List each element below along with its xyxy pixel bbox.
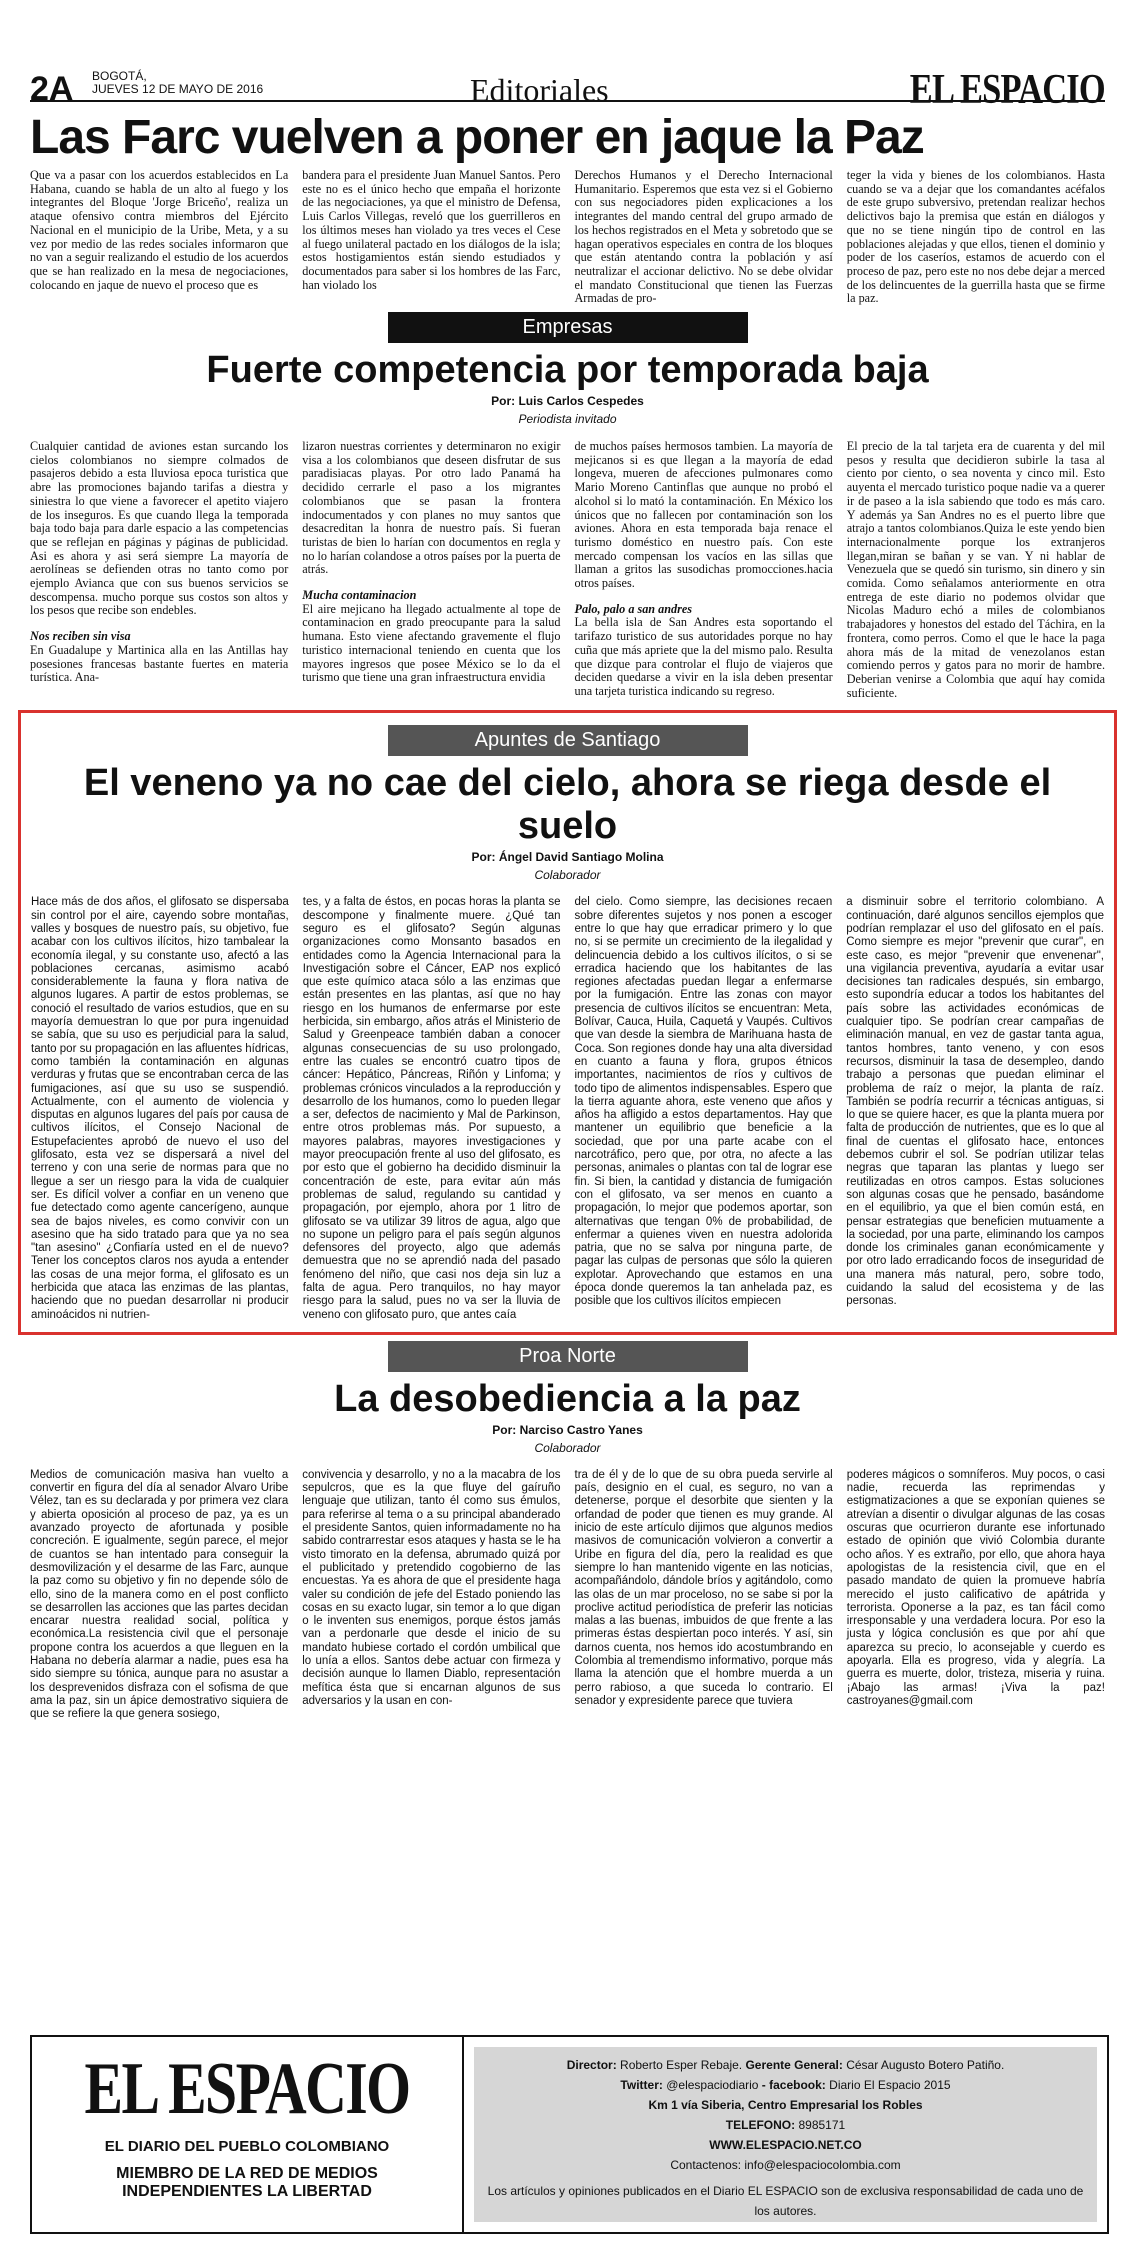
director-name: Roberto Esper Rebaje. <box>620 2058 743 2072</box>
page-number: 2A <box>30 70 74 108</box>
santiago-column-1: Hace más de dos años, el glifosato se dispersaba sin control por el aire, cayendo sobre montañas, valles y bosques de nuestro país, su objetivo, fue acabar con los cultivos ilícitos, hizo tambalear la economía ilegal, y su constante uso, afectó a las poblaciones cercanas, asimismo acabó considerablemente la fauna y flora nativa de algunos lugares. A partir de estos problemas, se conoció el resultado de varios estudios, que en su mayoría demuestran lo que por pura ingenuidad se sabía, que su uso es perjudicial para la salud, tanto por su propagación en las afluentes hídricas, como también la contaminación en algunas verduras y frutas que se encontraban cerca de las fumigaciones, así que su uso se suspendió. Actualmente, con el aumento de violencia y disputas en algunos lugares del país por causa de cultivos ilícitos, el Consejo Nacional de Estupefacientes aprobó de nuevo el uso del glifosato, esta vez se dispersará a nivel del terreno y con una serie de normas para que no llegue a ser un riesgo para la vida de cualquier ser. Es difícil volver a confiar en un veneno que fue detectado como agente cancerígeno, aunque sea de bajos niveles, es como convivir con un asesino que ha sido tratado para que ya no sea "tan asesino" ¿Confiaría usted en el de nuevo? Tener los conceptos claros nos ayuda a entender las cosas de una mejor forma, el glifosato es un herbicida que ataca las enzimas de las plantas, haciendo que no puedan desarrollar ni producir aminoácidos ni nutrien- <box>31 896 289 1321</box>
paragraph: de muchos países hermosos tambien. La mayoría de mejicanos si es que llegan a la mayoría de edad longeva, mueren de afecciones pulmonares como Mario Moreno Cantinflas que aunque no probó el alcohol si lo mató la contaminación. En México los únicos que no fallecen por contaminación son los aviones. Ahora en esta temporada baja renace el turismo doméstico en nuestro país. Con este mercado compensan los vacíos en las sillas que llaman a gritos las susodichas promocciones.hacia otros países. <box>574 439 833 591</box>
editorial-article <box>30 110 1105 306</box>
proa-column-1: Medios de comunicación masiva han vuelto a convertir en figura del día al senador Alvaro Uribe Vélez, tan es su declarada y por primera vez clara y abierta oposición al proceso de paz, ya es un avanzado proyecto de afortunada y posible concreción. E igualmente, según parece, el mejor de cuantos se han intentado para conseguir la desmovilización y el desarme de las Farc, aunque la paz como su objetivo y fin no depende sólo de ello, sino de la manera como en el post conflicto se desarrollen las acciones que las partes decidan encarar nuestra realidad social, política y económica.La resistencia civil que el personaje propone contra los acuerdos a que lleguen en la Habana no debería alarmar a nadie, pues esa ha sido siempre su tónica, aunque para no asustar a los desprevenidos disfraza con el sofisma de que ama la paz, sin un ápice demostrativo siquiera de que se refiere la que genera sosiego, <box>30 1468 289 1721</box>
proa-role: Colaborador <box>534 1440 601 1455</box>
subheading: Palo, palo a san andres <box>574 601 692 616</box>
dateline <box>92 70 263 96</box>
twitter-handle[interactable]: @elespaciodiario <box>666 2078 759 2092</box>
empresas-column-2 <box>302 440 560 700</box>
santiago-column-2: tes, y a falta de éstos, en pocas horas la planta se descompone y finalmente muere. ¿Qué tan seguro es el glifosato? Según algunas organizaciones como Monsanto basados en entidades como la Agencia Internacional para la Investigación sobre el Cáncer, EAP nos explicó que este químico ataca sólo a las enzimas que están presentes en las plantas, así que no hay riesgo en los humanos de enfermarse por este herbicida, sin embargo, años atrás el Ministerio de Salud y Greenpeace también daban a conocer algunas consecuencias de su uso prolongado, entre las cuales se encontró cuatro tipos de cáncer: Hepático, Páncreas, Riñón y Linfoma; y problemas crónicos vinculados a la reproducción y desarrollo de los humanos, como lo pueden llegar a ser, defectos de nacimiento y Mal de Parkinson, entre otros problemas más. Por supuesto, a mayores palabras, mayores investigaciones y mayor preocupación frente al uso del glifosato, es por esto que el gobierno ha decidido disminuir la concentración de este, para evitar aún más problemas de salud, regulando su cantidad y propagación, por ejemplo, ahora por 1 litro de glifosato se va utilizar 39 litros de agua, algo que no supone un peligro para el país según algunos defensores del proyecto, algo que además demuestra que no se aprendió nada del pasado fenómeno del niño, que casi nos deja sin luz a falta de agua. Pero tranquilos, no hay mayor riesgo para la salud, pues no va ser la lluvia de veneno con glifosato puro, que antes caía <box>302 896 561 1321</box>
editorial-column-3: Derechos Humanos y el Derecho Internacional Humanitario. Esperemos que esta vez si el Gobierno con sus negociadores piden explicaciones a los integrantes del mando central del grupo armado de los hechos registrados en el Meta y sobretodo que se hagan operativos especiales en contra de los bloques que están atentando contra la población y así neutralizar el accionar delictivo. No se debe olvidar el mandato Constitucional que tienen las Fuerzas Armadas de pro- <box>574 168 833 306</box>
section-band-santiago: Apuntes de Santiago <box>388 725 748 756</box>
footer-credits <box>474 2047 1097 2222</box>
twitter-label: Twitter: <box>620 2078 663 2092</box>
section-title: Editoriales <box>470 72 609 108</box>
section-band-proa: Proa Norte <box>388 1341 748 1372</box>
empresas-column-4 <box>847 440 1105 700</box>
footer-branding <box>32 2037 464 2232</box>
manager-name: César Augusto Botero Patiño. <box>846 2058 1005 2072</box>
city: BOGOTÁ, <box>92 69 147 83</box>
empresas-headline: Fuerte competencia por temporada baja <box>206 349 929 392</box>
membership-line-2: INDEPENDIENTES LA LIBERTAD <box>122 2183 372 2200</box>
santiago-column-4: a disminuir sobre el territorio colombiano. A continuación, daré algunos sencillos ejemplos que podrían remplazar el uso del glifosato en el país. Como siempre es mejor "prevenir que curar", en este caso, es mejor "prevenir que envenenar", una vigilancia preventiva, ayudaría a evitar usar decisiones tan radicales después, sin embargo, esto supondría educar a todos los habitantes del país sobre las actividades económicas de cualquier tipo. Se podrían crear campañas de eliminación manual, en vez de gastar tanta agua, tantos hombres, tanto veneno, y con esos recursos, disminuir la tasa de desempleo, dando trabajo a personas que puedan eliminar el problema de raíz o mejor, la planta de raíz. También se podría recurrir a técnicas antiguas, si lo que se quiere hacer, es que la planta muera por falta de producción de nutrientes, que es lo que al final de cuentas el glifosato hace, entonces debemos cubrir el sol. Se podrían utilizar telas negras que taparan las plantas y luego ser reutilizadas en otros campos. Estas soluciones son algunas cosas que he pensado, basándome en el equilibrio, ya que el bien común está, en pensar estrategias que beneficien mutuamente a la sociedad, por una parte, eliminando los campos donde los criminales ganan económicamente y por otro lado erradicando focos de inseguridad de una manera más natural, pero, sobre todo, cuidando la salud del ecosistema y de las personas. <box>846 896 1104 1308</box>
footer-logo: EL ESPACIO <box>84 2048 410 2130</box>
empresas-columns <box>30 440 1105 700</box>
footer-membership <box>32 2165 462 2201</box>
santiago-article <box>18 710 1117 1335</box>
editorial-headline: Las Farc vuelven a poner en jaque la Paz <box>30 111 924 164</box>
santiago-columns <box>31 896 1104 1322</box>
section-band-empresas: Empresas <box>388 312 748 343</box>
santiago-byline: Por: Ángel David Santiago Molina <box>471 850 664 865</box>
proa-headline: La desobediencia a la paz <box>334 1377 801 1420</box>
paragraph: lizaron nuestras corrientes y determinaron no exigir visa a los colombianos que deseen disfrutar de sus paradisiacas playas. Por otro lado Panamá ha decidido cerrarle el paso a los migrantes colombianos que se pasan la frontera indocumentados y con planes no muy santos que desacreditan la honra de nuestro país. Si fueran turistas de bien lo harían con documentos en regla y no lo harían colandose a otros países por la puerta de atrás. <box>302 439 561 577</box>
proa-columns <box>30 1469 1105 1722</box>
contact-email[interactable]: info@elespaciocolombia.com <box>744 2158 901 2172</box>
editorial-columns <box>30 169 1105 306</box>
paragraph: La bella isla de San Andres esta soportando el tarifazo turistico de sus autoridades porque no hay cuña que más apriete que la del mismo palo. Resulta que dizque para controlar el flujo de viajeros que deciden quedarse a vivir en la isla deben presentar una tarjeta turistica indicando su regreso. <box>574 615 833 698</box>
editorial-column-1: Que va a pasar con los acuerdos establecidos en La Habana, cuando se habla de un alto al fuego y los integrantes del Bloque 'Jorge Briceño', realiza un ataque ofensivo contra miembros del Ejército Nacional en el municipio de la Uribe, Meta, y a su vez por medio de las redes sociales informaron que no van a seguir realizando el estudio de los acuerdos que se han realizado en la mesa de negociaciones, colocando en jaque de nuevo el proceso que es <box>30 168 289 292</box>
phone-label: TELEFONO: <box>725 2118 796 2132</box>
proa-column-4: poderes mágicos o somníferos. Muy pocos, o casi nadie, recuerda las reprimendas y estigmatizaciones a que se exponían quienes se atrevían a disentir o divulgar algunas de las cosas oscuras que ocurrieron durante ese infortunado estado de opinión que vivió Colombia durante ocho años. Y es extraño, por ello, que ahora haya apologistas de la resistencia civil, que en el pasado mandato de quien la promueve habría merecido el justo calificativo de apátrida y terrorista. Oponerse a la paz, es tan fácil como irresponsable y una verdadera locura. Por eso la justa y lógica conclusión es que por ahí que aparezca su precio, lo aconsejable y cuerdo es apoyarla. Ella es progreso, vida y alegría. La guerra es muerte, dolor, tristeza, miseria y ruina. ¡Abajo las armas! ¡Viva la paz! castroyanes@gmail.com <box>846 1468 1105 1707</box>
manager-label: Gerente General: <box>745 2058 843 2072</box>
masthead <box>30 0 1105 113</box>
proa-byline: Por: Narciso Castro Yanes <box>492 1422 643 1437</box>
credits-contact <box>482 2155 1089 2175</box>
contact-label: Contactenos: <box>670 2158 742 2172</box>
address: Km 1 vía Siberia, Centro Empresarial los Robles <box>648 2098 923 2112</box>
empresas-byline: Por: Luis Carlos Cespedes <box>491 394 644 409</box>
empresas-column-1 <box>30 440 288 700</box>
newspaper-page <box>30 0 1105 2218</box>
phone-number: 8985171 <box>798 2118 846 2132</box>
proa-column-2: convivencia y desarrollo, y no a la macabra de los sepulcros, que es la que fluye del gaíruño lenguaje que utilizan, tanto él como sus émulos, para referirse al tema o a su principal abanderado el presidente Santos, quien informadamente no ha sabido contrarrestar esos ataques y hasta se le ha visto timorato en la defensa, abrumado quizá por el publicitado y pretendido cogobierno de las encuestas. Ya es ahora de que el presidente haga valer su condición de jefe del Estado poniendo las cosas en su exacto lugar, sin temor a lo que digan o le inventen sus enemigos, porque éstos jamás van a perdonarle que desde el inicio de su mandato hubiese cortado el cordón umbilical que lo unía a ellos. Santos debe actuar con firmeza y decisión aunque lo llamen Diablo, representación mefítica ésta que si encarnan algunos de sus adversarios y la usan en con- <box>302 1468 561 1707</box>
subheading: Nos reciben sin visa <box>30 629 131 644</box>
santiago-column-3: del cielo. Como siempre, las decisiones recaen sobre diferentes sujetos y nos ponen a escoger entre lo que hay que erradicar primero y lo que no, si se permite un crecimiento de la ilegalidad y delincuencia debido a los cultivos ilícitos, o si se erradica haciendo que los habitantes de las regiones afectadas puedan llegar a enfermarse por la fumigación. Entre las zonas con mayor presencia de cultivos ilícitos se encuentran: Meta, Bolívar, Cauca, Huila, Caquetá y Vaupés. Cultivos que van desde la siembra de Marihuana hasta de Coca. Son regiones donde hay una alta diversidad en cuanto a fauna y flora, grupos étnicos importantes, nacimientos de ríos y cultivos de todo tipo de alimentos indispensables. Espero que la tierra aguante ahora, este veneno que años y años ha afligido a estos departamentos. Hay que mantener un equilibrio que beneficie a la sociedad, que por una parte acabe con el narcotráfico, pero que, por otra, no afecte a las personas, animales o plantas con tal de lograr ese fin. Si bien, la cantidad y distancia de fumigación con el glifosato, va ser menos en cuanto a propagación, lo mejor que podemos aportar, son alternativas que tengan 0% de probabilidad, de enfermar a quienes viven en nuestra adolorida patria, que no se salva por ninguna parte, de pagar las culpas de personas que sólo la quieren explotar. Aprovechando que estamos en una época donde queremos la tan anhelada paz, es posible que los cultivos ilícitos empiecen <box>574 896 833 1308</box>
website-link[interactable]: WWW.ELESPACIO.NET.CO <box>709 2138 862 2152</box>
credits-staff <box>482 2055 1089 2075</box>
director-label: Director: <box>566 2058 617 2072</box>
empresas-article <box>30 312 1105 700</box>
footer-box <box>30 2035 1109 2234</box>
editorial-column-4: teger la vida y bienes de los colombianos. Hasta cuando se va a dejar que los comandantes acéfalos de este grupo subversivo, pretendan realizar hechos delictivos bajo la premisa que están en diálogos y que no se tiene ningún tipo de control en las poblaciones alejadas y que ellos, tienen el dominio y poder de los caseríos, estamos de acuerdo con el proceso de paz, pero este no nos debe dejar a merced de los delincuentes de la guerrilla hasta que se firme la paz. <box>846 168 1105 306</box>
brand-logo: EL ESPACIO <box>910 67 1105 113</box>
facebook-label: - facebook: <box>761 2078 826 2092</box>
credits-website <box>482 2135 1089 2155</box>
paragraph: Cualquier cantidad de aviones estan surcando los cielos colombianos no siempre colmados de pasajeros debido a esta lluviosa epoca turistica que abre las promociones bajando tarifas a diestra y siniestra lo que viene a favorecer el apetito viajero de los inseguros. Es que cuando llega la temporada baja todo baja para darle espacio a las competencias que se reflejan en páginas y páginas de publicidad. Asi es ahora y asi será siempre La mayoría de aerolíneas se defienden otras no tanto como por ejemplo Avianca que con sus buenos servicios se descompensa. mucho porque sus costos son altos y los pesos que recibe son endebles. <box>30 439 289 618</box>
credits-social <box>482 2075 1089 2095</box>
credits-phone <box>482 2115 1089 2135</box>
santiago-headline: El veneno ya no cae del cielo, ahora se riega desde el suelo <box>83 762 1052 848</box>
santiago-role: Colaborador <box>534 868 601 883</box>
empresas-role: Periodista invitado <box>518 412 617 427</box>
facebook-page[interactable]: Diario El Espacio 2015 <box>829 2078 951 2092</box>
proa-column-3: tra de él y de lo que de su obra pueda servirle al país, designio en el cual, es seguro, no van a detenerse, porque el desorbite que sienten y la orfandad de poder que tienen es muy grande. Al inicio de este artículo dijimos que algunos medios masivos de comunicación volvieron a convertir a Uribe en figura del día, pero la realidad es que siempre lo han mantenido vigente en las noticias, acompañándolo, dándole bríos y agitándolo, como las olas de un mar proceloso, no se sabe si por la proclive actitud periodística de preferir las noticias malas a las buenas, imbuidos de que frente a las primeras éstas despiertan poco interés. Y así, sin darnos cuenta, nos hemos ido acostumbrando en Colombia al tremendismo informativo, porque más llama la atención que el hombre muerda a un perro rabioso, a que suceda lo contrario. El senador y expresidente parece que tuviera <box>574 1468 833 1707</box>
date: JUEVES 12 DE MAYO DE 2016 <box>92 82 264 96</box>
empresas-column-3 <box>575 440 833 700</box>
disclaimer-note: Los artículos y opiniones publicados en el Diario EL ESPACIO son de exclusiva responsabilidad de cada uno de los autores. <box>487 2184 1084 2218</box>
credits-address <box>482 2095 1089 2115</box>
paragraph: El aire mejicano ha llegado actualmente al tope de contaminacion en grado preocupante para la salud humana. Esto viene afectando gravemente el flujo turistico internacional teniendo en cuenta que los mayores ingresos que posee México se lo da el turismo que tiene una gran infraestructura envidia <box>302 601 561 685</box>
footer-slogan: EL DIARIO DEL PUEBLO COLOMBIANO <box>104 2138 390 2155</box>
subheading: Mucha contaminacion <box>302 588 417 603</box>
paragraph: El precio de la tal tarjeta era de cuarenta y del mil pesos y resulta que decidieron subirle la tasa al ciento por ciento, o sea noventa y cinco mil. Esto auyenta el mercado turistico poque nadie va a querer ir de paseo a la isla sabiendo que todo es más caro. Y además ya San Andres no es el puerto libre que atrajo a tantos colombianos.Quiza le este yendo bien internacionalmente porque los extranjeros llegan,miran se bañan y se van. Y ni hablar de Venezuela que se quedó sin turismo, sin dinero y sin comida. Como señalamos anteriormente en otra entrega de este diario no podemos olvidar que Nicolas Maduro echó a miles de colombianos trabajadores y honestos del estado del Táchira, en la frontera, como perros. Como el que le hace la paga ahora más de la mitad de venezolanos estan comiendo perros y gatos para no morir de hambre. Deberian venirse a Colombia que aquí hay comida suficiente. <box>846 439 1105 700</box>
membership-line-1: MIEMBRO DE LA RED DE MEDIOS <box>116 2165 378 2182</box>
proa-article <box>30 1341 1105 1722</box>
paragraph: En Guadalupe y Martinica alla en las Antillas hay posesiones francesas bastante fuertes en materia turística. Ana- <box>30 642 289 685</box>
editorial-column-2: bandera para el presidente Juan Manuel Santos. Pero este no es el único hecho que empaña el horizonte de las negociaciones, ya que el ministro de Defensa, Luis Carlos Villegas, reveló que los guerrilleros en los últimos meses han violado ya tres veces el Cese al fuego unilateral pactado en los diálogos de la isla; estos hostigamientos están siendo estudiados y documentados para saber si los hombres de las Farc, han violado los <box>302 168 561 292</box>
